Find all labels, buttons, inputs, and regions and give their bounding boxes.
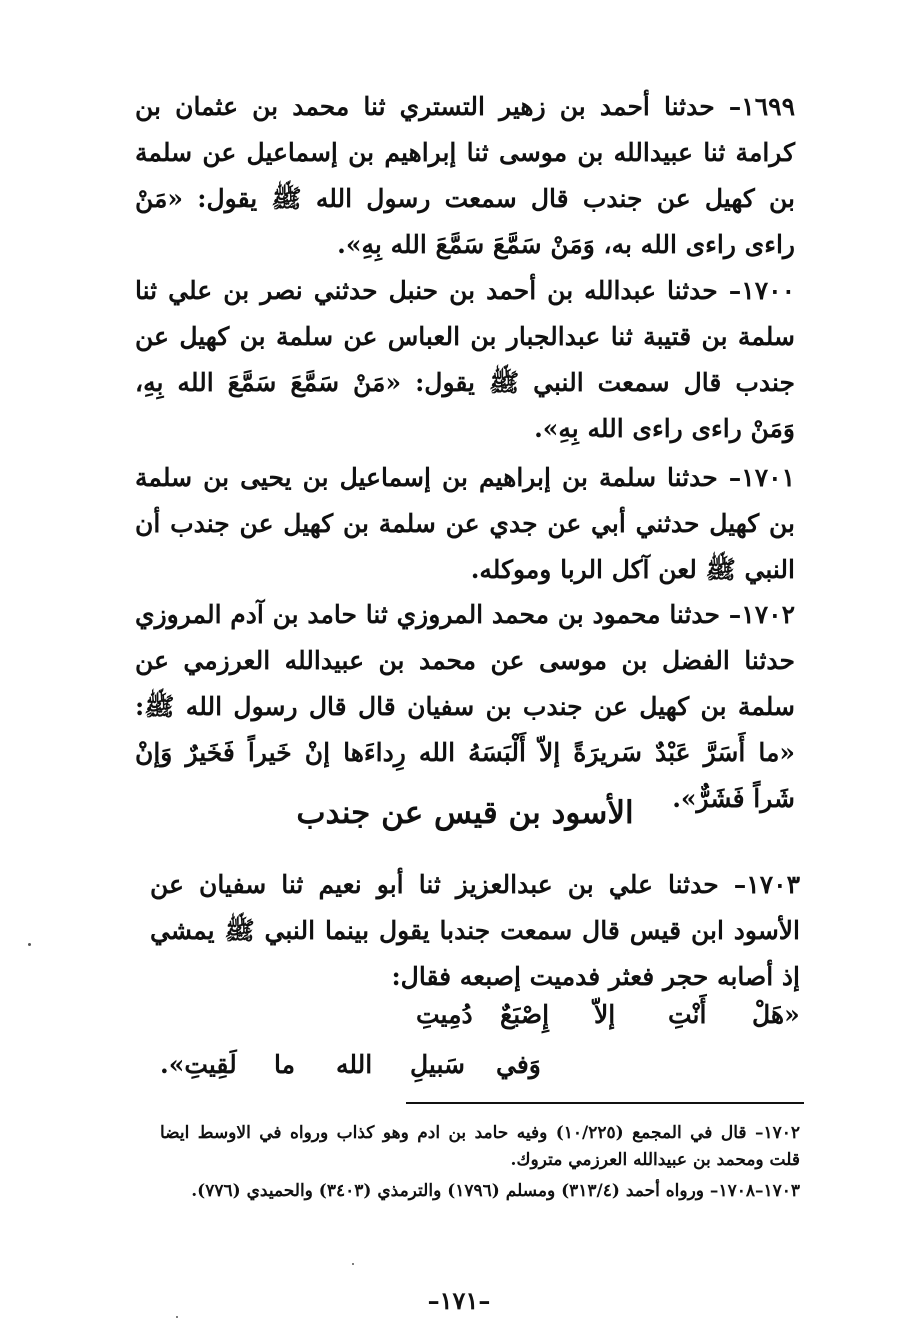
footnote-separator — [406, 1102, 804, 1104]
scan-speck — [28, 943, 31, 946]
hadith-1702 — [135, 592, 795, 822]
hadith-1699 — [135, 84, 795, 268]
poem-word: دُمِيتِ — [416, 1000, 473, 1029]
footnote-1703: ١٧٠٣–١٧٠٨– ورواه أحمد (٣١٣/٤) ومسلم (١٧٩٦) والترمذي (٣٤٠٣) والحميدي (٧٧٦). — [191, 1181, 800, 1201]
poem-word: أَنْتِ — [668, 1000, 707, 1029]
scan-speck — [352, 1263, 354, 1265]
hadith-text: – حدثنا عبدالله بن أحمد بن حنبل حدثني نصر بن علي ثنا سلمة بن قتيبة ثنا عبدالجبار بن العباس عن سلمة بن كهيل عن جندب قال سمعت النبي ﷺ يقول: «مَنْ سَمَّعَ سَمَّعَ الله بِهِ، وَمَنْ راءى راءى الله بِهِ». — [135, 276, 795, 443]
poem-word: ما — [274, 1050, 296, 1079]
scan-speck — [176, 1316, 178, 1318]
hadith-1701 — [135, 455, 795, 593]
page-number: –١٧١– — [427, 1286, 491, 1315]
hadith-number: ١٧٠٠ — [741, 276, 795, 305]
poem-word: وَفي — [496, 1050, 541, 1079]
poem-word: «هَلْ — [752, 1000, 800, 1029]
footnote-1702: ١٧٠٢– قال في المجمع (١٠/٢٢٥) وفيه حامد بن ادم وهو كذاب ورواه في الاوسط ايضا قلت ومحمد بن عبيدالله العرزمي متروك. — [160, 1123, 800, 1170]
hadith-number: ١٧٠٣ — [746, 870, 800, 899]
hadith-number: ١٧٠١ — [741, 463, 795, 492]
poem-word: سَبيلِ — [410, 1050, 465, 1079]
hadith-1700 — [135, 268, 795, 452]
section-heading: الأسود بن قيس عن جندب — [296, 795, 634, 831]
hadith-text: – حدثنا أحمد بن زهير التستري ثنا محمد بن عثمان بن كرامة ثنا عبيدالله بن موسى ثنا إبراهيم بن إسماعيل عن سلمة بن كهيل عن جندب قال سمعت رسول الله ﷺ يقول: «مَنْ راءى راءى الله به، وَمَنْ سَمَّعَ سَمَّعَ الله بِهِ». — [135, 92, 795, 259]
poem-line-2 — [0, 1050, 908, 1090]
hadith-text: – حدثنا محمود بن محمد المروزي ثنا حامد بن آدم المروزي حدثنا الفضل بن موسى عن محمد بن عبيدالله العرزمي عن سلمة بن كهيل عن جندب بن سفيان قال قال رسول الله ﷺ: «ما أَسَرَّ عَبْدٌ سَريرَةً إلاّ أَلْبَسَهُ الله رِداءَها إنْ خَيراً فَخَيرٌ وَإنْ شَراً فَشَرٌّ». — [135, 600, 795, 813]
hadith-number: ١٦٩٩ — [741, 92, 795, 121]
hadith-text: – حدثنا سلمة بن إبراهيم بن إسماعيل بن يحيى بن سلمة بن كهيل حدثني أبي عن جدي عن سلمة بن كهيل عن جندب أن النبي ﷺ لعن آكل الربا وموكله. — [135, 463, 795, 584]
poem-word: إِصْبَعٌ — [500, 1000, 550, 1029]
hadith-1703 — [150, 862, 800, 1000]
poem-word: لَقِيتِ». — [160, 1050, 237, 1079]
poem-word: الله — [336, 1050, 373, 1079]
poem-word: إلاّ — [594, 1000, 616, 1029]
poem-line-1 — [0, 1000, 908, 1040]
hadith-text: – حدثنا علي بن عبدالعزيز ثنا أبو نعيم ثنا سفيان عن الأسود ابن قيس قال سمعت جندبا يقول بينما النبي ﷺ يمشي إذ أصابه حجر فعثر فدميت إصبعه فقال: — [150, 870, 800, 991]
hadith-number: ١٧٠٢ — [741, 600, 795, 629]
